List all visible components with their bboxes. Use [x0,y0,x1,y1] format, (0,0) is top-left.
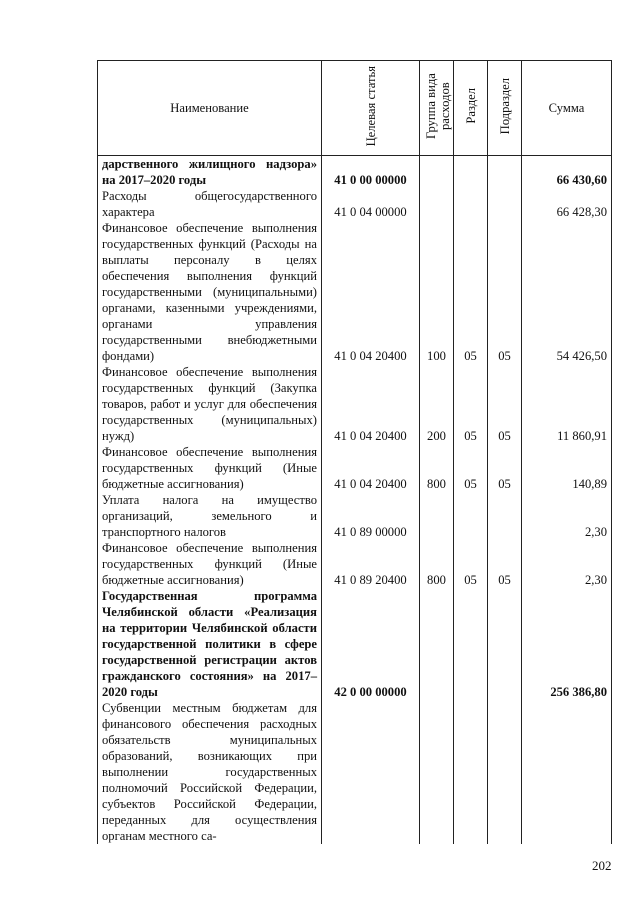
row-group: 800 [420,540,454,588]
table-row [98,540,612,588]
row-name: Государственная программа Челябинской области «Реализация на территории Челябинской области государственной политики в сфере государственной регистрации актов гражданского состояния» на 2017–2020 годы [98,588,322,700]
header-section: Раздел [454,61,488,156]
row-sum: 54 426,50 [522,220,612,364]
table-row [98,492,612,540]
row-subsection: 05 [488,444,522,492]
row-name: Финансовое обеспечение выполнения государственных функций (Расходы на выплаты персоналу в целях обеспечения выполнения функций государственными (муниципальными) органами, казенными учреждениями, органами управления государственными внебюджетными фондами) [98,220,322,364]
row-sum [522,700,612,844]
header-sum: Сумма [522,61,612,156]
row-section [454,156,488,189]
row-section: 05 [454,364,488,444]
table-row [98,364,612,444]
row-name: Финансовое обеспечение выполнения государственных функций (Иные бюджетные ассигнования) [98,540,322,588]
budget-table [97,60,612,844]
row-name: Финансовое обеспечение выполнения государственных функций (Закупка товаров, работ и услуг для обеспечения государственных (муниципальных) нужд) [98,364,322,444]
row-code: 41 0 00 00000 [322,156,420,189]
row-section [454,588,488,700]
table-row [98,220,612,364]
header-subsection: Подраздел [488,61,522,156]
row-subsection [488,156,522,189]
row-group: 100 [420,220,454,364]
row-subsection [488,700,522,844]
row-name: Субвенции местным бюджетам для финансового обеспечения расходных обязательств муниципальных образований, возникающих при выполнении государственных полномочий Российской Федерации, субъектов Российской Федерации, переданных для осуществления органам местного са- [98,700,322,844]
row-code: 41 0 04 20400 [322,444,420,492]
row-sum: 2,30 [522,492,612,540]
row-code: 42 0 00 00000 [322,588,420,700]
row-group [420,588,454,700]
row-sum: 140,89 [522,444,612,492]
row-sum: 11 860,91 [522,364,612,444]
page-number: 202 [592,858,612,873]
row-subsection [488,188,522,220]
row-sum: 66 428,30 [522,188,612,220]
row-subsection [488,588,522,700]
row-sum: 256 386,80 [522,588,612,700]
row-code: 41 0 89 20400 [322,540,420,588]
row-group: 800 [420,444,454,492]
row-code: 41 0 89 00000 [322,492,420,540]
row-code: 41 0 04 00000 [322,188,420,220]
row-section: 05 [454,220,488,364]
header-code: Целевая статья [322,61,420,156]
row-group [420,700,454,844]
table-header-row [98,61,612,156]
table-row [98,444,612,492]
table-row [98,188,612,220]
row-group [420,492,454,540]
row-name: Уплата налога на имущество организаций, земельного и транспортного налогов [98,492,322,540]
row-code: 41 0 04 20400 [322,364,420,444]
table-row [98,156,612,189]
row-subsection: 05 [488,364,522,444]
row-sum: 2,30 [522,540,612,588]
header-group: Группа вида расходов [420,61,454,156]
row-group [420,188,454,220]
table-row [98,588,612,700]
row-section [454,700,488,844]
row-group [420,156,454,189]
row-sum: 66 430,60 [522,156,612,189]
row-name: Расходы общегосударственного характера [98,188,322,220]
row-group: 200 [420,364,454,444]
row-code: 41 0 04 20400 [322,220,420,364]
row-section: 05 [454,540,488,588]
row-name: дарственного жилищного надзора» на 2017–2020 годы [98,156,322,189]
row-subsection [488,492,522,540]
row-section [454,492,488,540]
table-row [98,700,612,844]
row-name: Финансовое обеспечение выполнения государственных функций (Иные бюджетные ассигнования) [98,444,322,492]
row-code [322,700,420,844]
row-section [454,188,488,220]
row-section: 05 [454,444,488,492]
row-subsection: 05 [488,220,522,364]
header-name: Наименование [98,61,322,156]
row-subsection: 05 [488,540,522,588]
